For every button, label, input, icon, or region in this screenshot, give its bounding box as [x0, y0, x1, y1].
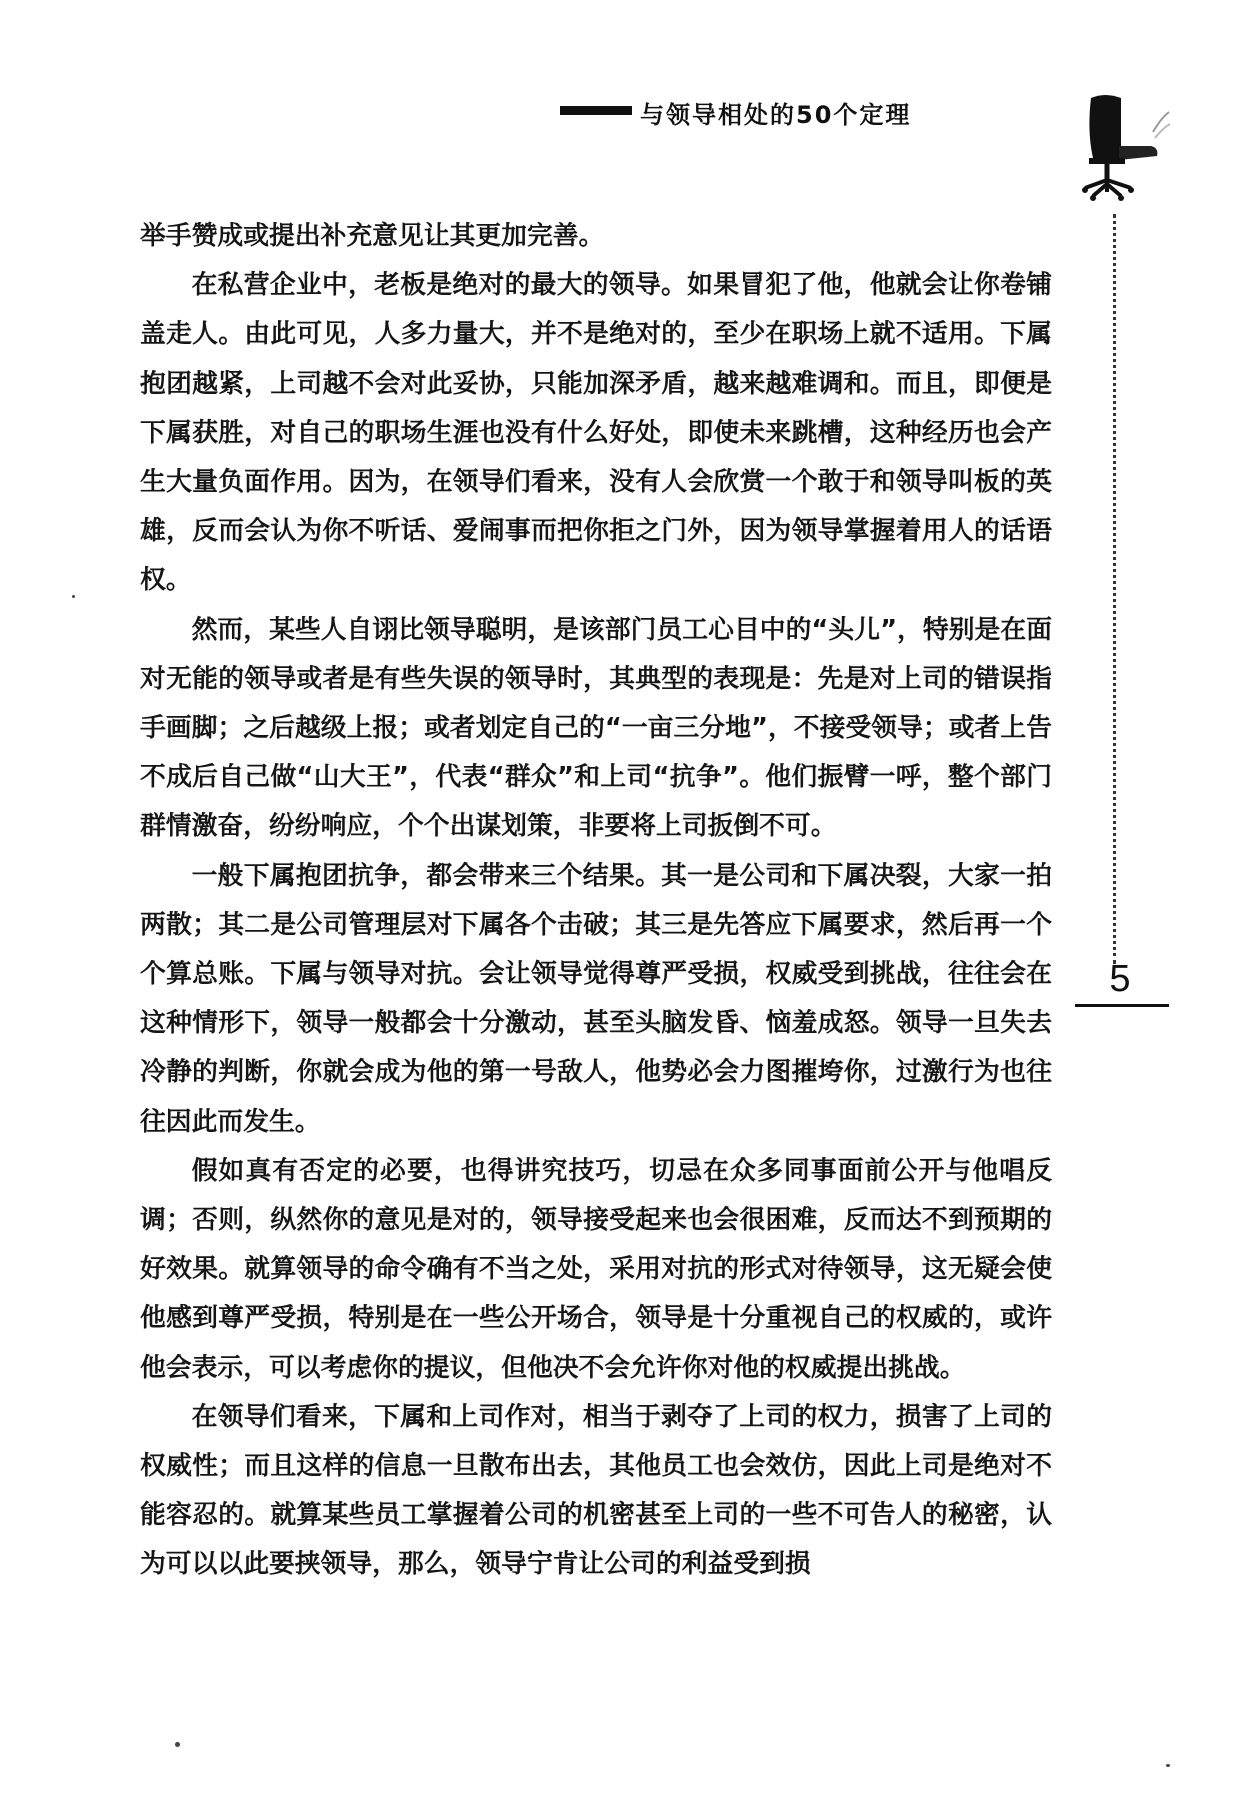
- header-title: 与领导相处的50个定理: [640, 101, 912, 129]
- running-header: [560, 101, 970, 129]
- header-block-icon: [560, 106, 632, 115]
- paragraph: 一般下属抱团抗争，都会带来三个结果。其一是公司和下属决裂，大家一拍两散；其二是公司管理层对下属各个击破；其三是先答应下属要求，然后再一个个算总账。下属与领导对抗。会让领导觉得尊严受损，权威受到挑战，往往会在这种情形下，领导一般都会十分激动，甚至头脑发昏、恼羞成怒。领导一旦失去冷静的判断，你就会成为他的第一号敌人，他势必会力图摧垮你，过激行为也往往因此而发生。: [140, 860, 1052, 1137]
- paragraph: 然而，某些人自诩比领导聪明，是该部门员工心目中的“头儿”，特别是在面对无能的领导或者是有些失误的领导时，其典型的表现是：先是对上司的错误指手画脚；之后越级上报；或者划定自己的“一亩三分地”，不接受领导；或者上告不成后自己做“山大王”，代表“群众”和上司“抗争”。他们振臂一呼，整个部门群情激奋，纷纷响应，个个出谋划策，非要将上司扳倒不可。: [140, 614, 1052, 842]
- scan-speck: [175, 1742, 180, 1747]
- paragraph: 举手赞成或提出补充意见让其更加完善。: [140, 221, 605, 251]
- paragraph: 假如真有否定的必要，也得讲究技巧，切忌在众多同事面前公开与他唱反调；否则，纵然你的意见是对的，领导接受起来也会很困难，反而达不到预期的好效果。就算领导的命令确有不当之处，采用对抗的形式对待领导，这无疑会使他感到尊严受损，特别是在一些公开场合，领导是十分重视自己的权威的，或许他会表示，可以考虑你的提议，但他决不会允许你对他的权威提出挑战。: [140, 1155, 1052, 1383]
- page-number-rule: [1075, 1004, 1169, 1007]
- margin-dotted-rule: [1113, 214, 1116, 964]
- body-text: [140, 212, 1052, 1590]
- office-chair-icon: [1075, 92, 1171, 204]
- scan-speck: [1166, 1764, 1170, 1767]
- scan-speck: [72, 595, 75, 598]
- paragraph: 在私营企业中，老板是绝对的最大的领导。如果冒犯了他，他就会让你卷铺盖走人。由此可见，人多力量大，并不是绝对的，至少在职场上就不适用。下属抱团越紧，上司越不会对此妥协，只能加深矛盾，越来越难调和。而且，即便是下属获胜，对自己的职场生涯也没有什么好处，即使未来跳槽，这种经历也会产生大量负面作用。因为，在领导们看来，没有人会欣赏一个敢于和领导叫板的英雄，反而会认为你不听话、爱闹事而把你拒之门外，因为领导掌握着用人的话语权。: [140, 270, 1052, 596]
- paragraph: 在领导们看来，下属和上司作对，相当于剥夺了上司的权力，损害了上司的权威性；而且这样的信息一旦散布出去，其他员工也会效仿，因此上司是绝对不能容忍的。就算某些员工掌握着公司的机密甚至上司的一些不可告人的秘密，认为可以以此要挟领导，那么，领导宁肯让公司的利益受到损: [140, 1401, 1052, 1580]
- page-number: 5: [1109, 958, 1131, 1000]
